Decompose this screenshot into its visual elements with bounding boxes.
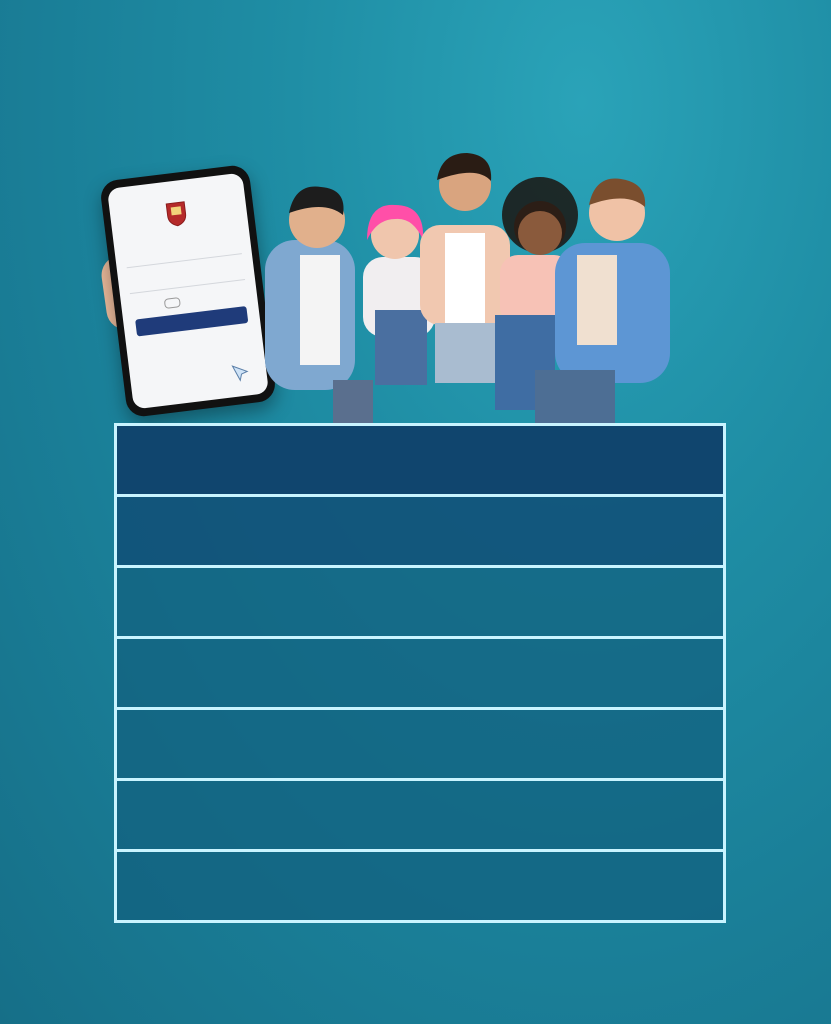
phone-screen [107, 173, 269, 410]
password-field[interactable] [128, 263, 245, 294]
table-row-coupon-donors [117, 778, 723, 849]
table-title [117, 426, 723, 494]
login-button[interactable] [135, 306, 248, 337]
group-of-young-people-image [255, 145, 695, 430]
remember-label [161, 301, 162, 308]
table-row-donor-goal [117, 565, 723, 636]
table-summary [117, 494, 723, 565]
person-1 [265, 187, 373, 425]
table-row-automatic-donors [117, 707, 723, 778]
table-row-raffle [117, 849, 723, 920]
username-field[interactable] [125, 237, 242, 268]
table-row-current-donors [117, 636, 723, 707]
state-crest-icon [164, 200, 189, 228]
remember-row [161, 297, 181, 309]
smartphone [99, 164, 277, 419]
pointer-cursor-icon [229, 361, 254, 386]
nfp-summary-table [114, 423, 726, 923]
remember-toggle[interactable] [164, 297, 181, 309]
